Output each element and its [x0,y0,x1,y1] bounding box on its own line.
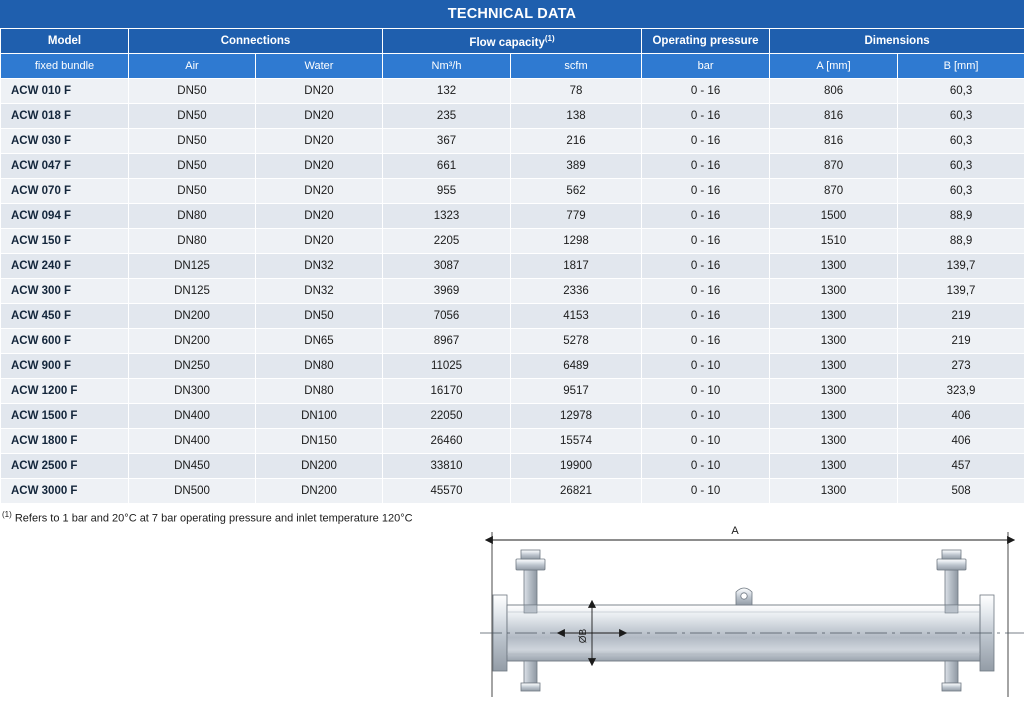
cell-water: DN20 [256,204,383,229]
table-row [1,404,1024,429]
unit-scfm: scfm [511,54,642,79]
cell-model: ACW 1200 F [1,379,129,404]
cell-model: ACW 2500 F [1,454,129,479]
cell-air: DN300 [129,379,256,404]
cell-air: DN125 [129,254,256,279]
cell-a: 1300 [770,254,898,279]
cell-model: ACW 018 F [1,104,129,129]
cell-air: DN500 [129,479,256,504]
cell-model: ACW 3000 F [1,479,129,504]
cell-nm3h: 8967 [383,329,511,354]
table-row [1,154,1024,179]
cell-bar: 0 - 16 [642,79,770,104]
cell-b: 406 [898,404,1024,429]
cell-a: 1300 [770,329,898,354]
cell-b: 60,3 [898,154,1024,179]
cell-b: 60,3 [898,129,1024,154]
cell-bar: 0 - 10 [642,379,770,404]
cell-a: 816 [770,129,898,154]
left-water-nozzle [516,550,545,605]
cell-a: 1300 [770,454,898,479]
heat-exchanger-svg [480,512,1024,711]
cell-nm3h: 3087 [383,254,511,279]
header-model: Model [1,29,129,54]
unit-a-mm: A [mm] [770,54,898,79]
cell-water: DN32 [256,254,383,279]
cell-model: ACW 030 F [1,129,129,154]
cell-nm3h: 45570 [383,479,511,504]
table-body [1,79,1024,504]
cell-bar: 0 - 16 [642,179,770,204]
cell-bar: 0 - 16 [642,279,770,304]
cell-b: 88,9 [898,204,1024,229]
cell-nm3h: 26460 [383,429,511,454]
cell-b: 88,9 [898,229,1024,254]
cell-air: DN50 [129,79,256,104]
dimension-a-label: A [731,525,739,537]
header-flow-capacity-label: Flow capacity [469,36,544,48]
unit-air: Air [129,54,256,79]
cell-bar: 0 - 16 [642,304,770,329]
header-operating-pressure: Operating pressure [642,29,770,54]
unit-b-mm: B [mm] [898,54,1024,79]
cell-scfm: 15574 [511,429,642,454]
header-dimensions: Dimensions [770,29,1024,54]
cell-nm3h: 235 [383,104,511,129]
cell-nm3h: 955 [383,179,511,204]
cell-water: DN150 [256,429,383,454]
cell-scfm: 19900 [511,454,642,479]
cell-bar: 0 - 10 [642,354,770,379]
cell-model: ACW 047 F [1,154,129,179]
table-group-header-row [1,29,1024,54]
cell-model: ACW 150 F [1,229,129,254]
cell-model: ACW 094 F [1,204,129,229]
cell-bar: 0 - 16 [642,129,770,154]
cell-scfm: 6489 [511,354,642,379]
cell-nm3h: 661 [383,154,511,179]
table-row [1,104,1024,129]
cell-model: ACW 300 F [1,279,129,304]
cell-b: 406 [898,429,1024,454]
cell-water: DN65 [256,329,383,354]
cell-air: DN400 [129,404,256,429]
cell-air: DN50 [129,179,256,204]
cell-b: 139,7 [898,279,1024,304]
cell-scfm: 216 [511,129,642,154]
cell-model: ACW 070 F [1,179,129,204]
cell-water: DN20 [256,129,383,154]
cell-nm3h: 367 [383,129,511,154]
cell-nm3h: 16170 [383,379,511,404]
cell-bar: 0 - 10 [642,429,770,454]
technical-data-table [0,28,1024,504]
cell-nm3h: 2205 [383,229,511,254]
cell-water: DN32 [256,279,383,304]
cell-a: 870 [770,179,898,204]
cell-nm3h: 33810 [383,454,511,479]
table-row [1,204,1024,229]
cell-b: 219 [898,329,1024,354]
table-row [1,229,1024,254]
cell-scfm: 26821 [511,479,642,504]
cell-air: DN80 [129,204,256,229]
cell-a: 1500 [770,204,898,229]
cell-air: DN250 [129,354,256,379]
cell-nm3h: 132 [383,79,511,104]
cell-scfm: 9517 [511,379,642,404]
header-flow-capacity [383,29,642,54]
footnote-marker: (1) [2,510,12,519]
cell-b: 60,3 [898,79,1024,104]
cell-bar: 0 - 16 [642,229,770,254]
table-row [1,454,1024,479]
cell-b: 219 [898,304,1024,329]
unit-fixed-bundle: fixed bundle [1,54,129,79]
cell-air: DN400 [129,429,256,454]
cell-a: 806 [770,79,898,104]
table-row [1,304,1024,329]
table-row [1,254,1024,279]
cell-air: DN80 [129,229,256,254]
cell-air: DN50 [129,129,256,154]
cell-a: 1300 [770,279,898,304]
cell-nm3h: 11025 [383,354,511,379]
unit-bar: bar [642,54,770,79]
table-row [1,379,1024,404]
cell-air: DN50 [129,104,256,129]
table-row [1,429,1024,454]
cell-water: DN80 [256,379,383,404]
cell-water: DN100 [256,404,383,429]
cell-scfm: 1298 [511,229,642,254]
cell-nm3h: 22050 [383,404,511,429]
cell-a: 1300 [770,379,898,404]
cell-air: DN200 [129,329,256,354]
cell-nm3h: 3969 [383,279,511,304]
page-title [0,0,1024,28]
cell-scfm: 562 [511,179,642,204]
cell-a: 1300 [770,354,898,379]
cell-scfm: 138 [511,104,642,129]
unit-water: Water [256,54,383,79]
cell-scfm: 2336 [511,279,642,304]
cell-model: ACW 900 F [1,354,129,379]
cell-scfm: 389 [511,154,642,179]
table-row [1,79,1024,104]
cell-air: DN50 [129,154,256,179]
cell-a: 1510 [770,229,898,254]
cell-model: ACW 1800 F [1,429,129,454]
cell-model: ACW 010 F [1,79,129,104]
table-unit-header-row [1,54,1024,79]
cell-a: 816 [770,104,898,129]
cell-water: DN20 [256,104,383,129]
cell-a: 1300 [770,429,898,454]
table-row [1,479,1024,504]
cell-water: DN50 [256,304,383,329]
lifting-lug [736,588,752,605]
table-row [1,329,1024,354]
cell-b: 60,3 [898,179,1024,204]
cell-b: 457 [898,454,1024,479]
cell-bar: 0 - 16 [642,204,770,229]
cell-model: ACW 450 F [1,304,129,329]
cell-scfm: 5278 [511,329,642,354]
cell-nm3h: 1323 [383,204,511,229]
cell-scfm: 78 [511,79,642,104]
cell-bar: 0 - 16 [642,329,770,354]
cell-model: ACW 600 F [1,329,129,354]
footnote-text: Refers to 1 bar and 20°C at 7 bar operating pressure and inlet temperature 120°C [12,513,413,525]
cell-a: 870 [770,154,898,179]
cell-water: DN200 [256,479,383,504]
cell-air: DN450 [129,454,256,479]
table-row [1,354,1024,379]
cell-water: DN20 [256,179,383,204]
table-row [1,129,1024,154]
cell-model: ACW 1500 F [1,404,129,429]
cell-nm3h: 7056 [383,304,511,329]
cell-bar: 0 - 16 [642,104,770,129]
cell-water: DN20 [256,79,383,104]
cell-scfm: 779 [511,204,642,229]
cell-air: DN125 [129,279,256,304]
cell-bar: 0 - 10 [642,454,770,479]
cell-b: 139,7 [898,254,1024,279]
cell-bar: 0 - 16 [642,154,770,179]
cell-a: 1300 [770,304,898,329]
cell-scfm: 1817 [511,254,642,279]
cell-b: 60,3 [898,104,1024,129]
table-row [1,279,1024,304]
dimension-b-label: ØB [578,628,589,643]
cell-a: 1300 [770,479,898,504]
cell-water: DN200 [256,454,383,479]
table-head [1,29,1024,79]
table-row [1,179,1024,204]
cell-water: DN20 [256,154,383,179]
header-flow-capacity-footnote-marker: (1) [545,34,555,43]
cell-b: 273 [898,354,1024,379]
cell-scfm: 4153 [511,304,642,329]
unit-nm3h: Nm³/h [383,54,511,79]
cell-air: DN200 [129,304,256,329]
cell-water: DN80 [256,354,383,379]
cell-water: DN20 [256,229,383,254]
cell-a: 1300 [770,404,898,429]
header-connections: Connections [129,29,383,54]
page-title-text: TECHNICAL DATA [448,6,576,22]
cell-bar: 0 - 10 [642,479,770,504]
right-water-nozzle [937,550,966,605]
cell-b: 323,9 [898,379,1024,404]
heat-exchanger-drawing [480,512,1024,711]
cell-scfm: 12978 [511,404,642,429]
cell-bar: 0 - 10 [642,404,770,429]
cell-model: ACW 240 F [1,254,129,279]
cell-bar: 0 - 16 [642,254,770,279]
cell-b: 508 [898,479,1024,504]
